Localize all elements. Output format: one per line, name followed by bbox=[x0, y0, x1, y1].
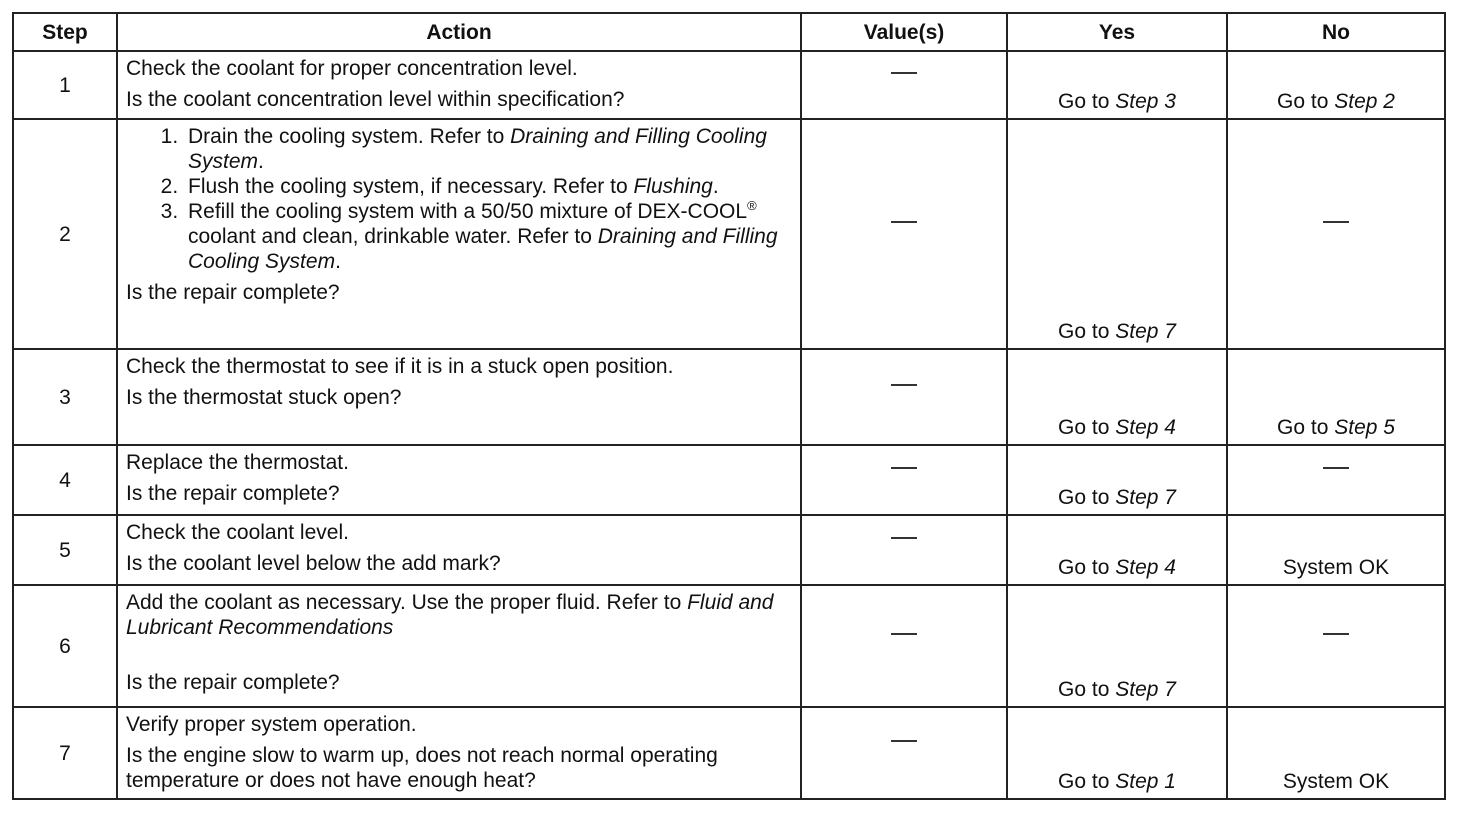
procedure-item: 3. Refill the cooling system with a 50/50 mixture of DEX-COOL® coolant and clean, drinkable water. Refer to Draining and Filling Cooling System. bbox=[184, 199, 794, 274]
action-cell bbox=[117, 349, 801, 445]
yes-link[interactable]: Go to Step 3 bbox=[1058, 90, 1176, 113]
action-cell bbox=[117, 585, 801, 707]
action-check: Replace the thermostat. bbox=[126, 451, 349, 474]
yes-link[interactable]: Go to Step 4 bbox=[1058, 416, 1176, 439]
action-question: Is the coolant concentration level within specification? bbox=[126, 88, 625, 111]
action-check: Verify proper system operation. bbox=[126, 713, 417, 736]
yes-cell bbox=[1007, 349, 1227, 445]
value-dash bbox=[891, 72, 917, 99]
no-cell bbox=[1227, 51, 1445, 119]
table-row bbox=[13, 119, 1445, 349]
procedure-item: 2. Flush the cooling system, if necessary. Refer to Flushing. bbox=[184, 174, 794, 199]
no-dash bbox=[1323, 221, 1349, 248]
value-cell bbox=[801, 349, 1007, 445]
reference-link[interactable]: Draining and Filling Cooling System bbox=[188, 125, 767, 173]
yes-cell bbox=[1007, 585, 1227, 707]
step-number: 7 bbox=[13, 707, 117, 799]
value-dash bbox=[891, 537, 917, 564]
action-question: Is the engine slow to warm up, does not reach normal operating temperature or does not have enough heat? bbox=[126, 744, 718, 792]
value-dash bbox=[891, 633, 917, 660]
action-check: Check the coolant for proper concentration level. bbox=[126, 57, 578, 80]
value-dash bbox=[891, 384, 917, 411]
value-dash bbox=[891, 740, 917, 767]
header-values: Value(s) bbox=[801, 13, 1007, 51]
action-check: Add the coolant as necessary. Use the proper fluid. Refer to Fluid and Lubricant Recommendations bbox=[126, 591, 774, 639]
table-row bbox=[13, 445, 1445, 515]
step-number: 3 bbox=[13, 349, 117, 445]
value-cell bbox=[801, 585, 1007, 707]
value-cell bbox=[801, 119, 1007, 349]
yes-cell bbox=[1007, 515, 1227, 585]
action-cell bbox=[117, 707, 801, 799]
reference-link[interactable]: Fluid and Lubricant Recommendations bbox=[126, 591, 774, 639]
header-no: No bbox=[1227, 13, 1445, 51]
action-check: Check the coolant level. bbox=[126, 521, 349, 544]
value-dash bbox=[891, 467, 917, 494]
action-cell bbox=[117, 515, 801, 585]
system-ok-text: System OK bbox=[1282, 770, 1390, 793]
no-link[interactable]: Go to Step 5 bbox=[1277, 416, 1395, 439]
value-cell bbox=[801, 445, 1007, 515]
yes-link[interactable]: Go to Step 7 bbox=[1058, 486, 1176, 509]
step-number: 4 bbox=[13, 445, 117, 515]
yes-link[interactable]: Go to Step 7 bbox=[1058, 320, 1176, 343]
header-action: Action bbox=[117, 13, 801, 51]
no-dash bbox=[1323, 467, 1349, 494]
yes-cell bbox=[1007, 707, 1227, 799]
yes-link[interactable]: Go to Step 1 bbox=[1058, 770, 1176, 793]
yes-link[interactable]: Go to Step 4 bbox=[1058, 556, 1176, 579]
value-cell bbox=[801, 51, 1007, 119]
action-question: Is the repair complete? bbox=[126, 671, 340, 694]
yes-cell bbox=[1007, 51, 1227, 119]
yes-link[interactable]: Go to Step 7 bbox=[1058, 678, 1176, 701]
action-check: Check the thermostat to see if it is in a stuck open position. bbox=[126, 355, 674, 378]
action-question: Is the repair complete? bbox=[126, 482, 340, 505]
table-row bbox=[13, 515, 1445, 585]
yes-cell bbox=[1007, 445, 1227, 515]
reference-link[interactable]: Draining and Filling Cooling System bbox=[188, 225, 778, 273]
table-row bbox=[13, 707, 1445, 799]
table-row bbox=[13, 51, 1445, 119]
action-question: Is the coolant level below the add mark? bbox=[126, 552, 501, 575]
header-yes: Yes bbox=[1007, 13, 1227, 51]
step-number: 5 bbox=[13, 515, 117, 585]
no-cell bbox=[1227, 445, 1445, 515]
action-cell bbox=[117, 445, 801, 515]
yes-cell bbox=[1007, 119, 1227, 349]
reference-link[interactable]: Flushing bbox=[633, 175, 713, 198]
value-dash bbox=[891, 221, 917, 248]
step-number: 6 bbox=[13, 585, 117, 707]
table-row bbox=[13, 585, 1445, 707]
step-number: 1 bbox=[13, 51, 117, 119]
value-cell bbox=[801, 707, 1007, 799]
no-cell bbox=[1227, 585, 1445, 707]
step-number: 2 bbox=[13, 119, 117, 349]
header-step: Step bbox=[13, 13, 117, 51]
no-cell bbox=[1227, 119, 1445, 349]
header-row bbox=[13, 13, 1445, 51]
diagnostic-table bbox=[12, 12, 1446, 800]
action-question: Is the repair complete? bbox=[126, 281, 340, 304]
system-ok-text: System OK bbox=[1282, 556, 1390, 579]
value-cell bbox=[801, 515, 1007, 585]
action-cell bbox=[117, 51, 801, 119]
no-dash bbox=[1323, 633, 1349, 660]
no-cell bbox=[1227, 349, 1445, 445]
action-question: Is the thermostat stuck open? bbox=[126, 386, 402, 409]
procedure-item: 1. Drain the cooling system. Refer to Draining and Filling Cooling System. bbox=[184, 124, 794, 174]
no-cell bbox=[1227, 515, 1445, 585]
no-link[interactable]: Go to Step 2 bbox=[1277, 90, 1395, 113]
action-cell bbox=[117, 119, 801, 349]
no-cell bbox=[1227, 707, 1445, 799]
procedure-list bbox=[126, 124, 794, 274]
table-row bbox=[13, 349, 1445, 445]
